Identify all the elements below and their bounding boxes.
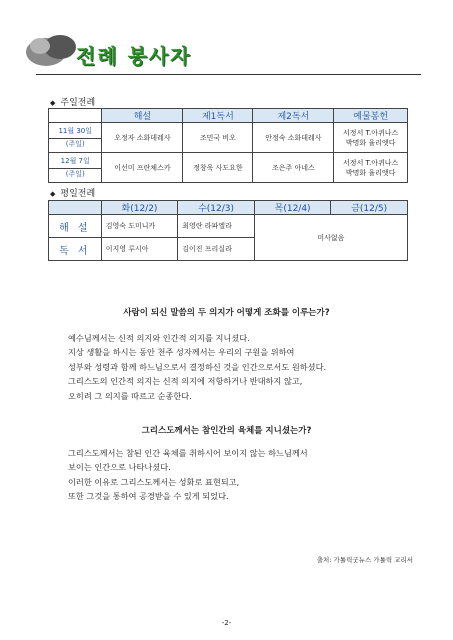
sunday-date: 11월 30일 — [58, 126, 93, 135]
offering-line: 서정서 T.아퀴나스 — [343, 158, 399, 167]
paragraph-line: 이러한 이유로 그리스도께서는 성화로 표현되고, — [68, 476, 240, 487]
sunday-date-cell — [49, 123, 102, 153]
sunday-row — [49, 153, 408, 183]
weekday-header: 금(12/5) — [331, 201, 408, 215]
offering-line: 서정서 T.아퀴나스 — [343, 128, 399, 137]
sunday-date-cell — [49, 153, 102, 183]
title-decoration-icon — [22, 30, 84, 68]
paragraph-line: 보이는 인간으로 나타나셨다. — [68, 462, 171, 473]
source-credit: 출처: 가톨릭굿뉴스 가톨릭 교리서 — [316, 556, 413, 564]
sunday-corner — [49, 109, 102, 123]
paragraph-line: 그리스도께서는 참된 인간 육체를 취하시어 보이지 않는 하느님께서 — [68, 448, 308, 458]
sunday-header-row — [49, 109, 408, 123]
offering-line: 박명화 율리엣다 — [345, 138, 396, 147]
sunday-row — [49, 123, 408, 153]
weekday-cell: 김영숙 도미니카 — [101, 215, 178, 238]
sunday-day: (주일) — [49, 138, 101, 150]
weekday-table — [48, 200, 408, 261]
sunday-header: 해설 — [102, 109, 183, 123]
weekday-cell: 김이진 프리실라 — [178, 238, 255, 261]
weekday-row — [49, 215, 408, 238]
weekday-cell: 최영란 라파엘라 — [178, 215, 255, 238]
weekday-header-row — [49, 201, 408, 215]
sunday-cell — [334, 153, 408, 183]
paragraph-line: 그리스도의 인간적 의지는 신적 의지에 저항하거나 반대하지 않고, — [68, 376, 303, 387]
sunday-table — [48, 108, 408, 183]
question-heading: 그리스도께서는 참인간의 육체를 지니셨는가? — [141, 426, 312, 436]
bullet-icon: ◆ — [50, 190, 56, 198]
paragraph-line: 또한 그것을 통하여 공경받을 수 있게 되었다. — [68, 491, 229, 502]
page-title: 전례 봉사자 — [76, 44, 192, 68]
answer-paragraph — [68, 446, 308, 504]
bullet-icon: ◆ — [50, 99, 56, 107]
weekday-header: 화(12/2) — [101, 201, 178, 215]
paragraph-line: 성부와 성령과 함께 하느님으로서 결정하신 것을 인간으로서도 원하셨다. — [68, 361, 327, 372]
sunday-cell: 안정숙 소화데레사 — [253, 123, 334, 153]
answer-paragraph — [68, 331, 326, 403]
sunday-header: 제1독서 — [183, 109, 253, 123]
paragraph-line: 지상 생활을 하시는 동안 천주 성자께서는 우리의 구원을 위하여 — [68, 347, 295, 358]
no-mass-cell: 미사없음 — [254, 215, 407, 261]
offering-line: 박명화 율리엣다 — [345, 168, 396, 177]
sunday-cell: 정창욱 사도요한 — [183, 153, 253, 183]
paragraph-line: 오히려 그 의지를 따르고 순종한다. — [68, 390, 192, 401]
weekday-row-label: 해 설 — [49, 215, 102, 238]
page-number: -2- — [221, 619, 232, 627]
weekday-section-label — [50, 186, 95, 199]
weekday-corner — [49, 201, 102, 215]
sunday-day: (주일) — [49, 168, 101, 180]
weekday-row-label: 독 서 — [49, 238, 102, 261]
sunday-cell: 조은주 아네스 — [253, 153, 334, 183]
sunday-section-text: 주일전례 — [60, 98, 96, 108]
sunday-cell — [334, 123, 408, 153]
weekday-cell: 이지영 루시아 — [101, 238, 178, 261]
sunday-section-label — [50, 95, 95, 108]
title-divider — [36, 74, 421, 75]
sunday-header: 제2독서 — [253, 109, 334, 123]
sunday-date: 12월 7일 — [60, 156, 90, 165]
weekday-header: 수(12/3) — [178, 201, 255, 215]
sunday-cell: 조민국 비오 — [183, 123, 253, 153]
paragraph-line: 예수님께서는 신적 의지와 인간적 의지를 지니셨다. — [68, 333, 250, 343]
sunday-cell: 오정자 소화데레사 — [102, 123, 183, 153]
weekday-header: 목(12/4) — [254, 201, 331, 215]
sunday-cell: 이선미 프란체스카 — [102, 153, 183, 183]
question-heading: 사람이 되신 말씀의 두 의지가 어떻게 조화를 이루는가? — [123, 308, 330, 318]
weekday-section-text: 평일전례 — [60, 189, 96, 199]
sunday-header: 예물봉헌 — [334, 109, 408, 123]
